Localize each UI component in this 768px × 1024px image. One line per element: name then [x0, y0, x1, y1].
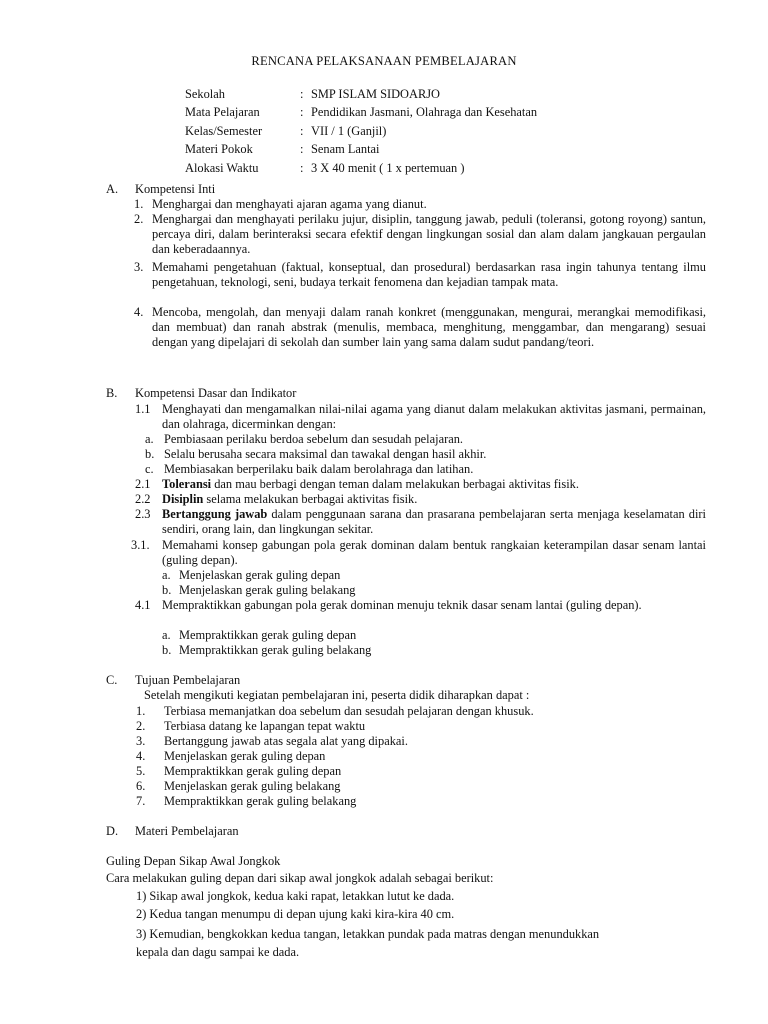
list-number: 4. — [134, 305, 144, 319]
list-letter: b. — [145, 447, 155, 461]
list-item: Menjelaskan gerak guling depan — [179, 568, 341, 582]
kd-text-body: Mempraktikkan gabungan pola gerak dominan menuju teknik dasar senam lantai (guling depan). — [162, 598, 642, 612]
kd-text — [162, 507, 706, 537]
list-item: Menghargai dan menghayati perilaku jujur, disiplin, tanggung jawab, peduli (toleransi, gotong royong) santun, percaya diri, dalam berinteraksi secara efektif dengan lingkungan sosial dan alam dalam jangkauan pergaulan dan keberadaannya. — [152, 212, 706, 256]
list-number: 7. — [136, 794, 146, 808]
identity-colon: : — [300, 142, 304, 157]
list-item: Memahami pengetahuan (faktual, konseptual, dan prosedural) berdasarkan rasa ingin tahunya tentang ilmu pengetahuan, teknologi, seni, budaya terkait fenomena dan kejadian tampak mata. — [152, 260, 706, 289]
identity-row — [185, 87, 537, 105]
list-item: Membiasakan berperilaku baik dalam berolahraga dan latihan. — [164, 462, 474, 476]
identity-key: Kelas/Semester — [185, 123, 263, 138]
list-item: Menjelaskan gerak guling belakang — [179, 583, 356, 597]
list-item: Terbiasa memanjatkan doa sebelum dan sesudah pelajaran dengan khusuk. — [164, 704, 534, 718]
section-b-heading — [106, 386, 296, 401]
section-letter: C. — [106, 673, 118, 687]
list-item: Mempraktikkan gerak guling belakang — [164, 794, 357, 808]
identity-colon: : — [300, 123, 304, 138]
identity-key: Mata Pelajaran — [185, 105, 260, 120]
material-intro: Cara melakukan guling depan dari sikap awal jongkok adalah sebagai berikut: — [106, 871, 494, 885]
list-item: Mempraktikkan gerak guling depan — [179, 628, 357, 642]
kd-number: 2.1 — [135, 477, 151, 491]
list-letter: b. — [162, 583, 172, 597]
list-item: Pembiasaan perilaku berdoa sebelum dan sesudah pelajaran. — [164, 432, 463, 446]
section-letter: B. — [106, 386, 118, 400]
list-number: 5. — [136, 764, 146, 778]
identity-value: VII / 1 (Ganjil) — [311, 123, 387, 138]
document-title: RENCANA PELAKSANAAN PEMBELAJARAN — [251, 54, 517, 68]
list-letter: a. — [145, 432, 154, 446]
kd-text — [162, 538, 706, 568]
list-number: 2. — [134, 212, 144, 226]
kd-keyword: Toleransi — [162, 477, 212, 491]
list-item: Mempraktikkan gerak guling depan — [164, 764, 342, 778]
list-number: 2. — [136, 719, 146, 733]
kd-keyword: Bertanggung jawab — [162, 507, 268, 521]
section-title: Materi Pembelajaran — [135, 824, 239, 838]
identity-key: Sekolah — [185, 87, 225, 101]
list-item: Menjelaskan gerak guling belakang — [164, 779, 341, 793]
list-item: Menghargai dan menghayati ajaran agama yang dianut. — [152, 197, 427, 211]
list-item: Bertanggung jawab atas segala alat yang dipakai. — [164, 734, 408, 748]
list-letter: a. — [162, 628, 171, 642]
section-intro: Setelah mengikuti kegiatan pembelajaran ini, peserta didik diharapkan dapat : — [144, 688, 530, 702]
section-a-heading — [106, 182, 215, 197]
list-number: 3. — [136, 734, 146, 748]
identity-row — [185, 105, 537, 123]
identity-row — [185, 161, 537, 179]
section-letter: A. — [106, 182, 119, 196]
identity-colon: : — [300, 87, 304, 101]
list-number: 1. — [134, 197, 144, 211]
identity-row — [185, 124, 537, 142]
kd-text — [162, 402, 706, 432]
identity-value: Pendidikan Jasmani, Olahraga dan Kesehatan — [311, 105, 538, 120]
identity-value: SMP ISLAM SIDOARJO — [311, 87, 440, 101]
identity-row — [185, 142, 537, 160]
kd-text-body: dan mau berbagi dengan teman dalam melakukan berbagai aktivitas fisik. — [211, 477, 579, 491]
list-letter: b. — [162, 643, 172, 657]
section-letter: D. — [106, 824, 119, 838]
section-c-heading — [106, 673, 240, 688]
identity-colon: : — [300, 105, 304, 120]
kd-text-body: dalam penggunaan sarana dan prasarana pembelajaran serta menjaga keselamatan diri sendiri, orang lain, dan lingkungan sekitar. — [162, 507, 706, 536]
section-title: Kompetensi Dasar dan Indikator — [135, 386, 297, 400]
kd-number: 4.1 — [135, 598, 151, 612]
identity-key: Alokasi Waktu — [185, 160, 259, 175]
section-title: Tujuan Pembelajaran — [135, 673, 241, 687]
section-d-heading — [106, 824, 239, 839]
kd-number: 2.3 — [135, 507, 151, 521]
identity-table — [185, 87, 537, 179]
identity-value: Senam Lantai — [311, 142, 380, 157]
list-number: 3. — [134, 260, 144, 274]
material-step: 1) Sikap awal jongkok, kedua kaki rapat, letakkan lutut ke dada. — [136, 889, 455, 903]
kd-keyword: Disiplin — [162, 492, 204, 506]
list-number: 4. — [136, 749, 146, 763]
kd-text — [162, 477, 579, 492]
list-letter: a. — [162, 568, 171, 582]
kd-text-body: selama melakukan berbagai aktivitas fisik. — [203, 492, 418, 506]
material-step: 3) Kemudian, bengkokkan kedua tangan, letakkan pundak pada matras dengan menundukkan kepala dan dagu sampai ke dada. — [136, 927, 600, 959]
list-number: 1. — [136, 704, 146, 718]
kd-text — [162, 598, 706, 613]
kd-text-body: Menghayati dan mengamalkan nilai-nilai agama yang dianut dalam melakukan aktivitas jasmani, permainan, dan olahraga, dicerminkan dengan: — [162, 402, 706, 431]
list-number: 6. — [136, 779, 146, 793]
section-title: Kompetensi Inti — [135, 182, 216, 196]
identity-key: Materi Pokok — [185, 142, 253, 157]
identity-value: 3 X 40 menit ( 1 x pertemuan ) — [311, 160, 465, 175]
material-subheading: Guling Depan Sikap Awal Jongkok — [106, 854, 281, 868]
list-item: Mempraktikkan gerak guling belakang — [179, 643, 372, 657]
identity-colon: : — [300, 160, 304, 175]
kd-text — [162, 492, 417, 507]
kd-text-body: Memahami konsep gabungan pola gerak dominan dalam bentuk rangkaian keterampilan dasar senam lantai (guling depan). — [162, 538, 706, 567]
kd-number: 2.2 — [135, 492, 151, 506]
list-item: Menjelaskan gerak guling depan — [164, 749, 326, 763]
kd-number: 1.1 — [135, 402, 151, 416]
kd-number: 3.1. — [131, 538, 150, 552]
material-step: 2) Kedua tangan menumpu di depan ujung kaki kira-kira 40 cm. — [136, 907, 455, 921]
list-item: Terbiasa datang ke lapangan tepat waktu — [164, 719, 366, 733]
list-item: Selalu berusaha secara maksimal dan tawakal dengan hasil akhir. — [164, 447, 487, 461]
list-letter: c. — [145, 462, 154, 476]
list-item: Mencoba, mengolah, dan menyaji dalam ranah konkret (menggunakan, mengurai, merangkai memodifikasi, dan membuat) dan ranah abstrak (menulis, membaca, menghitung, menggambar, dan mengarang) sesuai dengan yang dipelajari di sekolah dan sumber lain yang sama dalam sudut pandang/teori. — [152, 305, 706, 349]
